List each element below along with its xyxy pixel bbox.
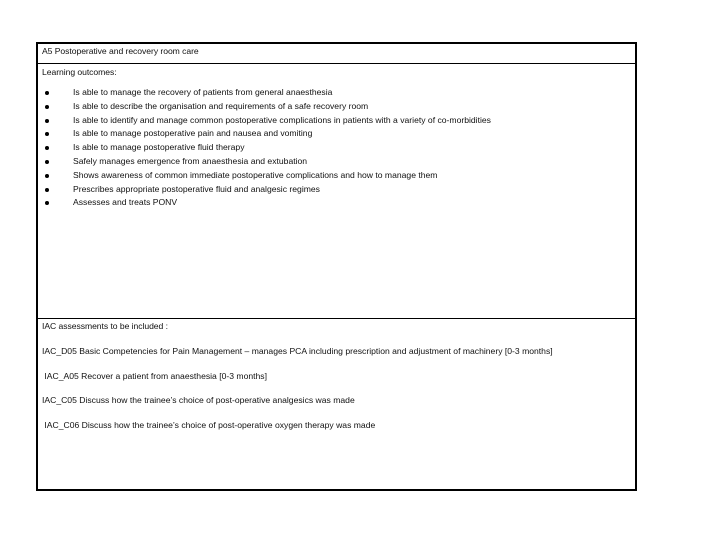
bullet-icon [45, 91, 49, 95]
learning-outcome-item [42, 141, 631, 155]
bullet-icon [45, 160, 49, 164]
learning-outcome-text: Is able to describe the organisation and requirements of a safe recovery room [73, 100, 369, 111]
curriculum-table [36, 42, 637, 491]
learning-outcome-item [42, 196, 631, 210]
learning-outcome-item [42, 183, 631, 197]
bullet-icon [45, 119, 49, 123]
assessment-item: IAC_D05 Basic Competencies for Pain Management – manages PCA including prescription and adjustment of machinery [0-3 months] [42, 346, 553, 356]
assessments-cell [38, 319, 635, 489]
learning-outcomes-heading: Learning outcomes: [42, 67, 117, 77]
assessment-item: IAC_C06 Discuss how the trainee’s choice of post-operative oxygen therapy was made [42, 419, 376, 430]
bullet-icon [45, 146, 49, 150]
learning-outcome-item [42, 86, 631, 100]
learning-outcome-item [42, 114, 631, 128]
bullet-icon [45, 174, 49, 178]
table-header-row [38, 44, 635, 64]
learning-outcome-item [42, 169, 631, 183]
bullet-icon [45, 188, 49, 192]
learning-outcomes-cell [38, 64, 635, 319]
learning-outcome-text: Prescribes appropriate postoperative fluid and analgesic regimes [73, 183, 320, 194]
assessments-heading: IAC assessments to be included : [42, 321, 168, 331]
bullet-icon [45, 201, 49, 205]
section-title: A5 Postoperative and recovery room care [42, 46, 199, 56]
assessment-item: IAC_A05 Recover a patient from anaesthesia [0-3 months] [42, 370, 267, 381]
learning-outcome-item [42, 100, 631, 114]
learning-outcome-text: Safely manages emergence from anaesthesia and extubation [73, 155, 308, 166]
learning-outcome-text: Shows awareness of common immediate postoperative complications and how to manage them [73, 169, 438, 180]
bullet-icon [45, 132, 49, 136]
assessment-item: IAC_C05 Discuss how the trainee’s choice of post-operative analgesics was made [42, 395, 355, 405]
bullet-icon [45, 105, 49, 109]
learning-outcome-text: Is able to manage postoperative fluid therapy [73, 142, 245, 153]
learning-outcome-item [42, 155, 631, 169]
learning-outcomes-list [42, 86, 631, 210]
learning-outcome-item [42, 127, 631, 141]
learning-outcome-text: Is able to manage postoperative pain and nausea and vomiting [73, 128, 313, 139]
learning-outcome-text: Is able to identify and manage common postoperative complications in patients with a variety of co-morbidities [73, 114, 491, 125]
learning-outcome-text: Assesses and treats PONV [73, 197, 178, 208]
learning-outcome-text: Is able to manage the recovery of patients from general anaesthesia [73, 87, 333, 97]
assessments-list [42, 346, 631, 431]
